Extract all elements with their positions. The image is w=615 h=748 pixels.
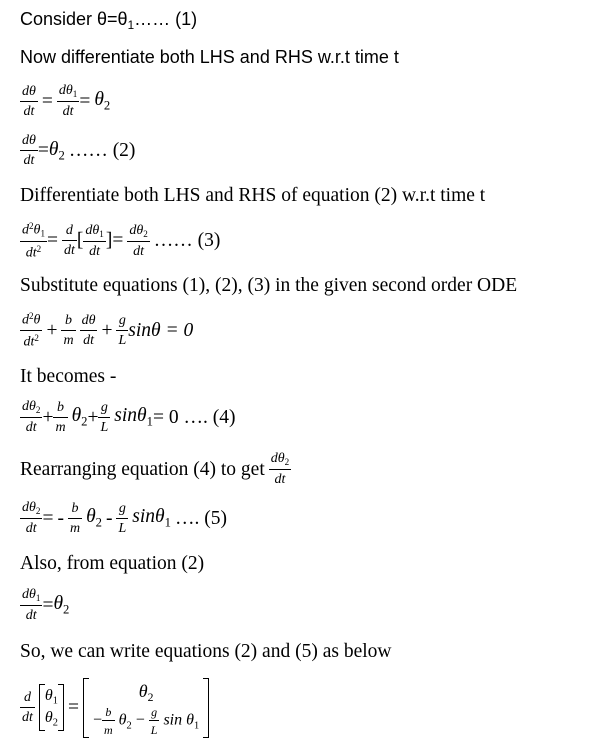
- line-it-becomes: It becomes -: [20, 366, 117, 387]
- equation-dtheta-dt: $\frac{d\theta}{dt}$ = $\frac{d\theta_1}{dt}$ = $\theta_2$: [22, 83, 111, 120]
- line-differentiate: Now differentiate both LHS and RHS w.r.t time t: [20, 47, 399, 67]
- state-vector: $\theta_1$ $\theta_2$: [39, 684, 64, 731]
- fraction-dtheta-dt: $\frac{d\theta}{dt}$: [22, 83, 36, 119]
- line-consider: Consider $\theta=\theta_1\dots\dots$ (1): [20, 9, 198, 33]
- eq-number-1: …… (1): [134, 9, 198, 29]
- equation-ode: $\frac{d^2\theta}{dt^2}$ + $\frac{b}{m}$ $\frac{d\theta}{dt}$ + $\frac{g}{L}$ sinθ = 0: [22, 311, 194, 350]
- eq-number-5: …. (5): [174, 507, 227, 529]
- eq-number-4: = 0 …. (4): [152, 406, 236, 428]
- equation-3: $\frac{d^2\theta_1}{dt^2}$ = $\frac{d}{dt}$ [ $\frac{d\theta_1}{dt}$ ]= $\frac{d\theta_2}{dt}$ …… (3): [22, 221, 221, 261]
- equation-5: $\frac{d\theta_2}{dt}$ = - $\frac{b}{m}$ $\theta_2$ - $\frac{g}{L}$ sinθ$_1$ …. (5): [22, 500, 227, 537]
- eq-number-3: …… (3): [153, 230, 221, 252]
- equation-2: $\frac{d\theta}{dt}$ $=\theta_2$ …… (2): [22, 133, 136, 168]
- line-differentiate-eq2: Differentiate both LHS and RHS of equation (2) w.r.t time t: [20, 185, 486, 206]
- equation-4: $\frac{d\theta_2}{dt}$ + $\frac{b}{m}$ $\theta_2+$ $\frac{g}{L}$ sinθ$_1$= 0 …. (4): [22, 399, 236, 436]
- line-so-we-can-write: So, we can write equations (2) and (5) as below: [20, 641, 392, 662]
- line-substitute: Substitute equations (1), (2), (3) in the given second order ODE: [20, 275, 518, 296]
- equation-dtheta1: $\frac{d\theta_1}{dt}$ $=\theta_2$: [22, 587, 70, 624]
- eq-number-2: …… (2): [68, 140, 136, 161]
- line-also: Also, from equation (2): [20, 553, 205, 574]
- rhs-vector: $\theta_2$ − $\frac{b}{m}$ $\theta_2$ − $\frac{g}{L}$ $\sin \theta_1$: [83, 678, 209, 738]
- fraction-dtheta1-dt: $\frac{d\theta_1}{dt}$: [58, 83, 78, 120]
- line-rearranging: Rearranging equation (4) to get $\frac{d\theta_2}{dt}$: [20, 451, 290, 488]
- equation-matrix: $\frac{d}{dt}$ $\theta_1$ $\theta_2$ = $\theta_2$ − $\frac{b}{m}$ $\theta_2$ − $\frac{g}{L}$ $\sin \theta_1$: [20, 678, 209, 738]
- consider-text: Consider θ=θ: [20, 9, 128, 29]
